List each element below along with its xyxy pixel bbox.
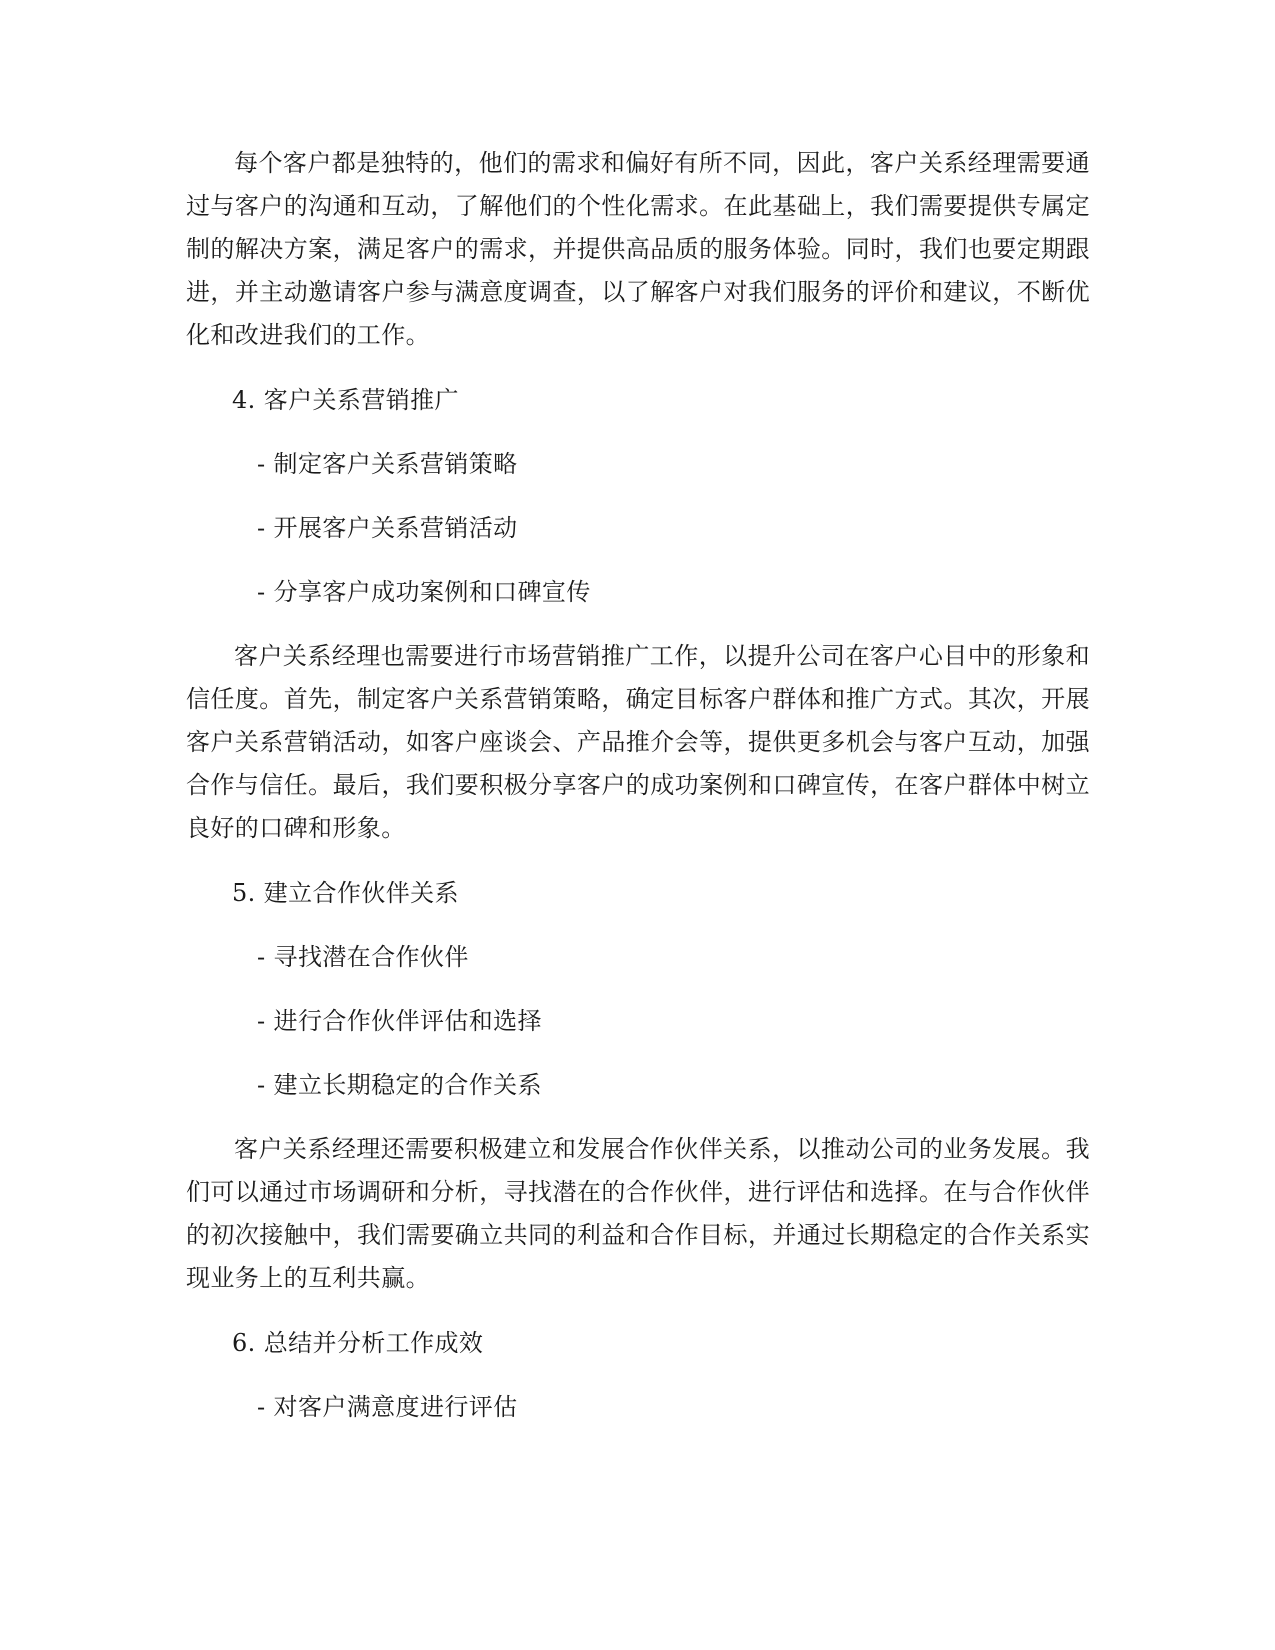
paragraph-partnership: 客户关系经理还需要积极建立和发展合作伙伴关系，以推动公司的业务发展。我们可以通过市场调研和分析，寻找潜在的合作伙伴，进行评估和选择。在与合作伙伴的初次接触中，我们需要确立共同的利益和合作目标，并通过长期稳定的合作关系实现业务上的互利共赢。 bbox=[186, 1135, 1090, 1292]
list-item: - 寻找潜在合作伙伴 bbox=[257, 943, 469, 971]
list-item: - 建立长期稳定的合作关系 bbox=[257, 1071, 542, 1099]
list-item: - 进行合作伙伴评估和选择 bbox=[257, 1007, 542, 1035]
section-heading-marketing: 4. 客户关系营销推广 bbox=[232, 386, 459, 414]
section-heading-partnership: 5. 建立合作伙伴关系 bbox=[232, 879, 459, 907]
paragraph-personalized-needs: 每个客户都是独特的，他们的需求和偏好有所不同，因此，客户关系经理需要通过与客户的沟通和互动，了解他们的个性化需求。在此基础上，我们需要提供专属定制的解决方案，满足客户的需求，并提供高品质的服务体验。同时，我们也要定期跟进，并主动邀请客户参与满意度调查，以了解客户对我们服务的评价和建议，不断优化和改进我们的工作。 bbox=[186, 149, 1090, 349]
document-body bbox=[186, 142, 1090, 1450]
list-item: - 分享客户成功案例和口碑宣传 bbox=[257, 578, 591, 606]
section-heading-summary: 6. 总结并分析工作成效 bbox=[232, 1329, 484, 1357]
list-item: - 对客户满意度进行评估 bbox=[257, 1393, 518, 1421]
list-item: - 制定客户关系营销策略 bbox=[257, 450, 518, 478]
paragraph-marketing: 客户关系经理也需要进行市场营销推广工作，以提升公司在客户心目中的形象和信任度。首先，制定客户关系营销策略，确定目标客户群体和推广方式。其次，开展客户关系营销活动，如客户座谈会、产品推介会等，提供更多机会与客户互动，加强合作与信任。最后，我们要积极分享客户的成功案例和口碑宣传，在客户群体中树立良好的口碑和形象。 bbox=[186, 642, 1090, 842]
list-item: - 开展客户关系营销活动 bbox=[257, 514, 518, 542]
